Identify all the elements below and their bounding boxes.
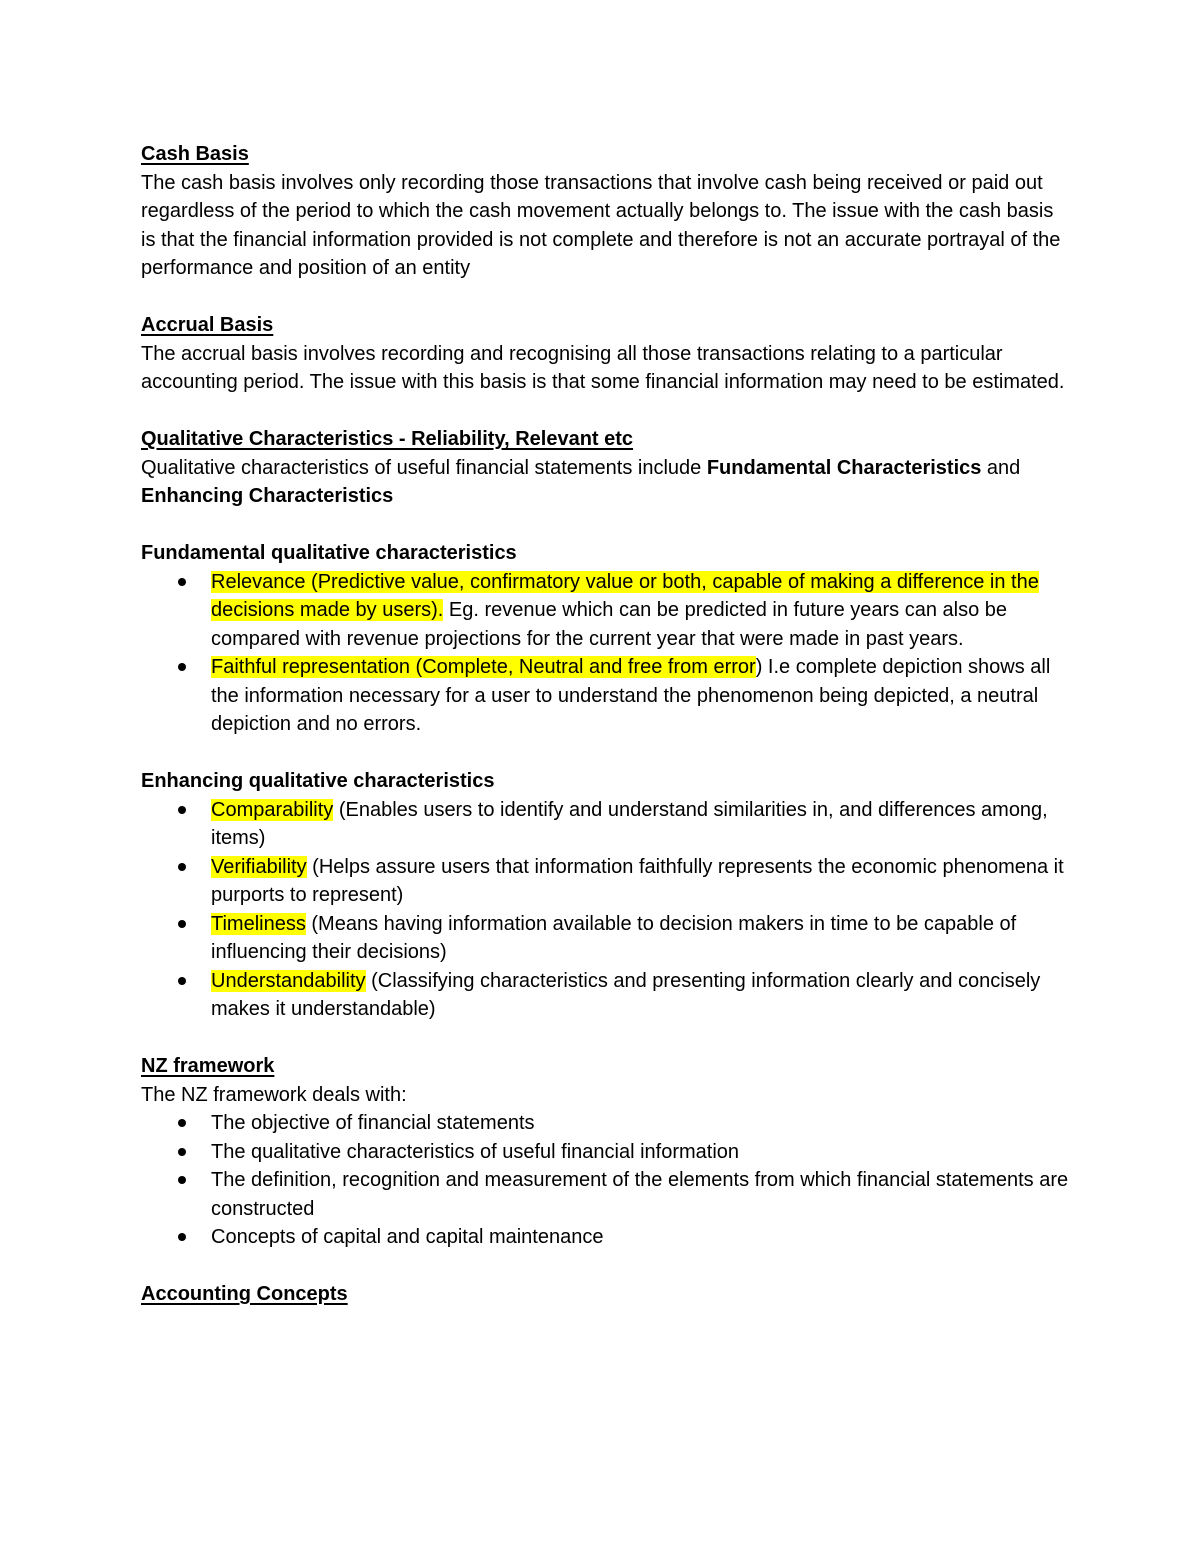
qualitative-intro xyxy=(141,454,1071,511)
list-item-text: The objective of financial statements xyxy=(211,1112,535,1134)
nz-framework-section xyxy=(141,1052,1071,1252)
list-item-text: (Helps assure users that information faithfully represents the economic phenomena it purports to represent) xyxy=(211,855,1064,906)
enhancing-bold-term: Enhancing Characteristics xyxy=(141,485,394,507)
fundamental-section xyxy=(141,539,1071,739)
list-item xyxy=(141,568,1071,654)
bullet-icon xyxy=(178,1119,186,1127)
bullet-icon xyxy=(178,1176,186,1184)
cash-basis-section xyxy=(141,140,1071,283)
bullet-icon xyxy=(178,920,186,928)
accrual-basis-heading: Accrual Basis xyxy=(141,314,274,336)
bullet-icon xyxy=(178,977,186,985)
list-item-text: (Enables users to identify and understand similarities in, and differences among, items) xyxy=(211,798,1048,849)
fundamental-list xyxy=(141,568,1071,739)
qualitative-intro-start: Qualitative characteristics of useful financial statements include xyxy=(141,456,707,479)
list-item-text: The qualitative characteristics of useful financial information xyxy=(211,1140,740,1163)
bullet-icon xyxy=(178,806,186,814)
bullet-icon xyxy=(178,1233,186,1241)
list-item-text: (Classifying characteristics and presenting information clearly and concisely makes it understandable) xyxy=(211,969,1041,1020)
list-item-text: ) I.e complete depiction shows all the information necessary for a user to understand the phenomenon being depicted, a neutral depiction and no errors. xyxy=(211,656,1051,735)
fundamental-bold-term: Fundamental Characteristics xyxy=(706,456,982,479)
accrual-basis-body: The accrual basis involves recording and recognising all those transactions relating to a particular accounting period. The issue with this basis is that some financial information may need to be estimated. xyxy=(141,342,1065,393)
qualitative-intro-and: and xyxy=(981,456,1021,479)
list-item-text: (Means having information available to decision makers in time to be capable of influencing their decisions) xyxy=(211,912,1017,963)
bullet-icon xyxy=(178,663,186,671)
list-item xyxy=(141,910,1071,967)
accounting-concepts-heading: Accounting Concepts xyxy=(141,1283,348,1305)
document-page xyxy=(141,140,1071,1337)
qualitative-section xyxy=(141,425,1071,511)
list-item xyxy=(141,653,1071,739)
bullet-icon xyxy=(178,1148,186,1156)
highlighted-term: Faithful representation (Complete, Neutral and free from error xyxy=(211,656,756,678)
bullet-icon xyxy=(178,578,186,586)
list-item xyxy=(141,1166,1071,1223)
bullet-icon xyxy=(178,863,186,871)
enhancing-heading: Enhancing qualitative characteristics xyxy=(141,770,495,792)
fundamental-heading: Fundamental qualitative characteristics xyxy=(141,542,517,564)
list-item-text: The definition, recognition and measurement of the elements from which financial statements are constructed xyxy=(211,1169,1069,1220)
list-item xyxy=(141,967,1071,1024)
highlighted-term: Relevance (Predictive value, confirmatory value or both, capable of making a difference in the decisions made by users). xyxy=(211,570,1039,621)
list-item xyxy=(141,1109,1071,1138)
list-item-text: Eg. revenue which can be predicted in future years can also be compared with revenue projections for the current year that were made in past years. xyxy=(211,599,1007,650)
nz-framework-heading: NZ framework xyxy=(141,1055,275,1077)
highlighted-term: Understandability xyxy=(211,969,366,992)
list-item-text: Concepts of capital and capital maintenance xyxy=(211,1226,604,1248)
nz-framework-intro: The NZ framework deals with: xyxy=(141,1083,407,1106)
cash-basis-body: The cash basis involves only recording those transactions that involve cash being received or paid out regardless of the period to which the cash movement actually belongs to. The issue with the cash basis is that the financial information provided is not complete and therefore is not an accurate portrayal of the performance and position of an entity xyxy=(141,171,1061,279)
accrual-basis-section xyxy=(141,311,1071,397)
enhancing-list xyxy=(141,796,1071,1024)
list-item xyxy=(141,1223,1071,1252)
list-item xyxy=(141,853,1071,910)
nz-framework-list xyxy=(141,1109,1071,1252)
cash-basis-heading: Cash Basis xyxy=(141,143,249,165)
list-item xyxy=(141,1138,1071,1167)
list-item xyxy=(141,796,1071,853)
enhancing-section xyxy=(141,767,1071,1024)
qualitative-heading: Qualitative Characteristics - Reliability, Relevant etc xyxy=(141,428,634,450)
highlighted-term: Comparability xyxy=(211,798,334,821)
accounting-concepts-section xyxy=(141,1280,1071,1309)
highlighted-term: Verifiability xyxy=(211,855,307,878)
highlighted-term: Timeliness xyxy=(211,912,306,935)
